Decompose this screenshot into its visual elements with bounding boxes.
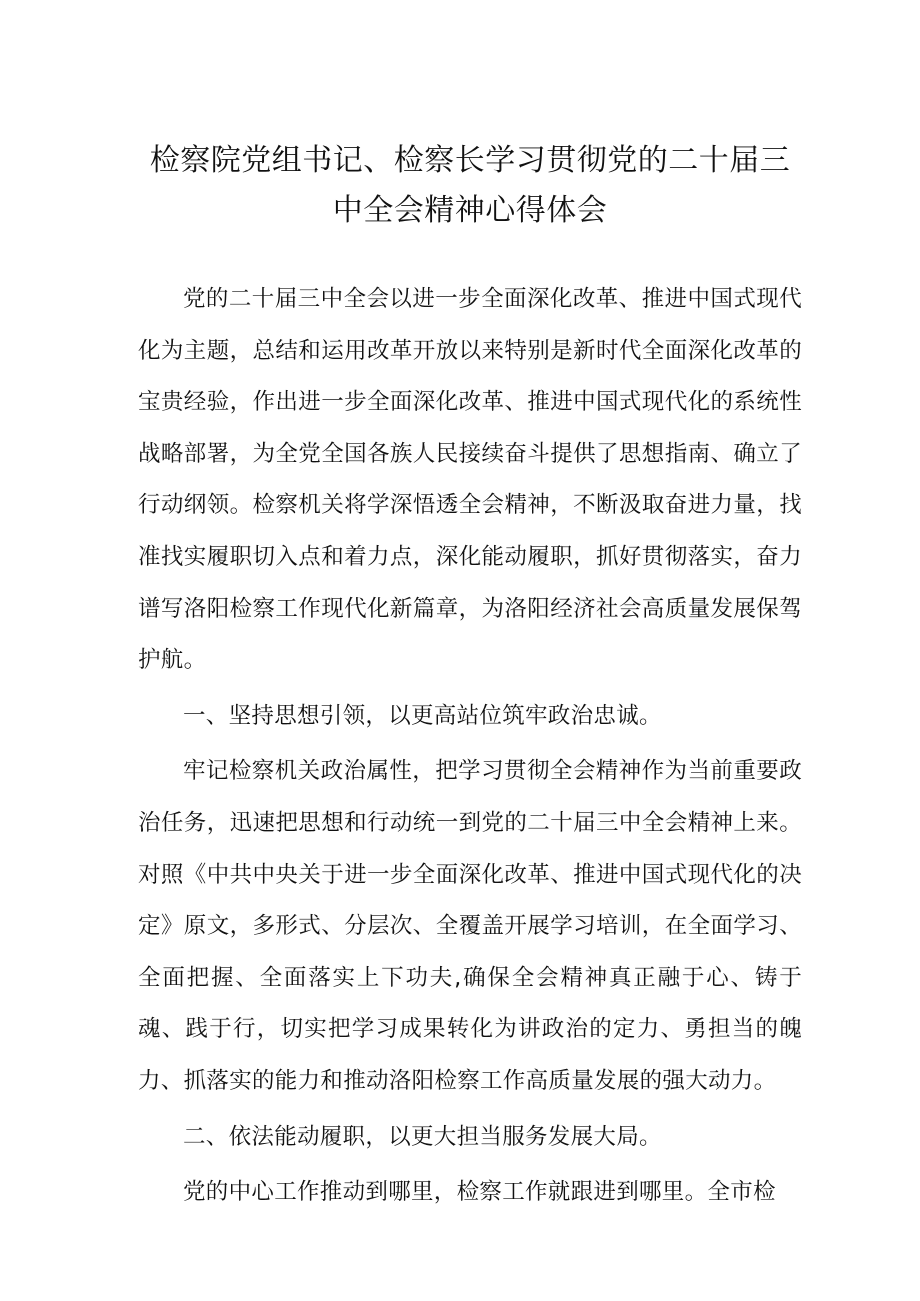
section-heading-1: 一、坚持思想引领，以更高站位筑牢政治忠诚。	[183, 702, 662, 729]
paragraph-section-1: 牢记检察机关政治属性，把学习贯彻全会精神作为当前重要政治任务，迅速把思想和行动统一到党的二十届三中全会精神上来。对照《中共中央关于进一步全面深化改革、推进中国式现代化的决定》原文，多形式、分层次、全覆盖开展学习培训，在全面学习、全面把握、全面落实上下功夫,确保全会精神真正融于心、铸于魂、践于行，切实把学习成果转化为讲政治的定力、勇担当的魄力、抓落实的能力和推动洛阳检察工作高质量发展的强大动力。	[138, 758, 802, 1094]
paragraph-section-2: 党的中心工作推动到哪里，检察工作就跟进到哪里。全市检	[183, 1179, 776, 1206]
paragraph-intro: 党的二十届三中全会以进一步全面深化改革、推进中国式现代化为主题，总结和运用改革开放以来特别是新时代全面深化改革的宝贵经验，作出进一步全面深化改革、推进中国式现代化的系统性战略部署，为全党全国各族人民接续奋斗提供了思想指南、确立了行动纲领。检察机关将学深悟透全会精神，不断汲取奋进力量，找准找实履职切入点和着力点，深化能动履职，抓好贯彻落实，奋力谱写洛阳检察工作现代化新篇章，为洛阳经济社会高质量发展保驾护航。	[138, 286, 802, 674]
title-line-2: 中全会精神心得体会	[332, 193, 608, 228]
document-body	[138, 274, 802, 1219]
title-line-1: 检察院党组书记、检察长学习贯彻党的二十届三	[149, 143, 791, 178]
document-title	[138, 136, 802, 236]
section-heading-2: 二、依法能动履职，以更大担当服务发展大局。	[183, 1123, 662, 1150]
